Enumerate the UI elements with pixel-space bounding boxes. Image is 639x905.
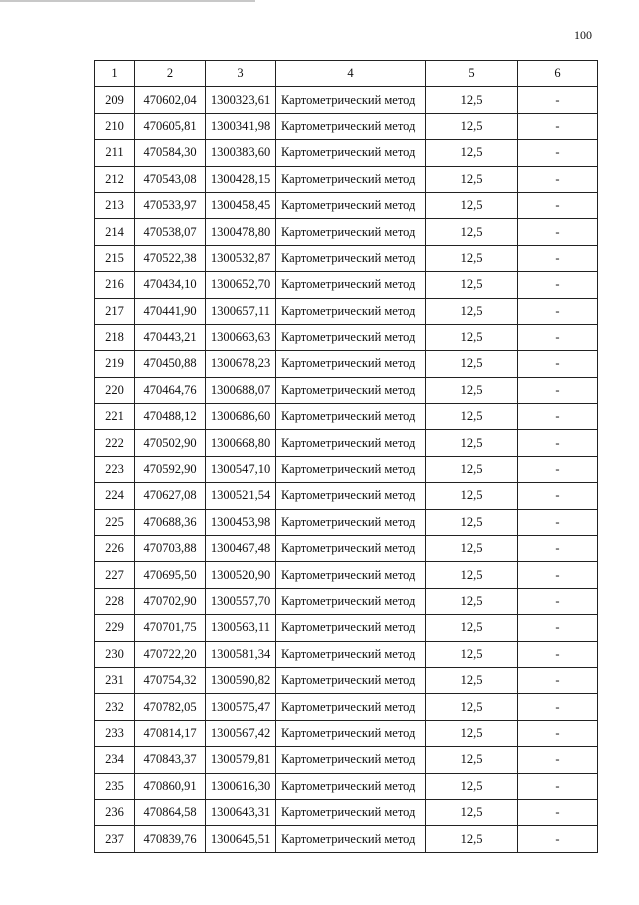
x-coordinate-cell: 470488,12 (135, 404, 206, 430)
note-cell: - (518, 377, 598, 403)
table-row (95, 430, 598, 456)
y-coordinate-cell: 1300616,30 (206, 773, 276, 799)
y-coordinate-cell: 1300520,90 (206, 562, 276, 588)
x-coordinate-cell: 470602,04 (135, 87, 206, 113)
x-coordinate-cell: 470522,38 (135, 245, 206, 271)
table-row (95, 509, 598, 535)
method-cell: Картометрический метод (276, 641, 426, 667)
x-coordinate-cell: 470592,90 (135, 456, 206, 482)
point-number-cell: 216 (95, 272, 135, 298)
x-coordinate-cell: 470584,30 (135, 140, 206, 166)
table-row (95, 826, 598, 852)
point-number-cell: 221 (95, 404, 135, 430)
accuracy-cell: 12,5 (426, 272, 518, 298)
x-coordinate-cell: 470722,20 (135, 641, 206, 667)
accuracy-cell: 12,5 (426, 192, 518, 218)
note-cell: - (518, 456, 598, 482)
point-number-cell: 211 (95, 140, 135, 166)
x-coordinate-cell: 470695,50 (135, 562, 206, 588)
x-coordinate-cell: 470443,21 (135, 324, 206, 350)
header-cell: 3 (206, 61, 276, 87)
accuracy-cell: 12,5 (426, 562, 518, 588)
method-cell: Картометрический метод (276, 245, 426, 271)
table-row (95, 720, 598, 746)
header-cell: 2 (135, 61, 206, 87)
note-cell: - (518, 324, 598, 350)
table-header-row (95, 61, 598, 87)
note-cell: - (518, 667, 598, 693)
table-row (95, 641, 598, 667)
note-cell: - (518, 87, 598, 113)
table-row (95, 113, 598, 139)
y-coordinate-cell: 1300590,82 (206, 667, 276, 693)
method-cell: Картометрический метод (276, 272, 426, 298)
point-number-cell: 209 (95, 87, 135, 113)
point-number-cell: 215 (95, 245, 135, 271)
accuracy-cell: 12,5 (426, 588, 518, 614)
table-row (95, 87, 598, 113)
table-row (95, 773, 598, 799)
note-cell: - (518, 430, 598, 456)
method-cell: Картометрический метод (276, 509, 426, 535)
method-cell: Картометрический метод (276, 826, 426, 852)
x-coordinate-cell: 470754,32 (135, 667, 206, 693)
x-coordinate-cell: 470533,97 (135, 192, 206, 218)
point-number-cell: 222 (95, 430, 135, 456)
note-cell: - (518, 747, 598, 773)
point-number-cell: 217 (95, 298, 135, 324)
method-cell: Картометрический метод (276, 87, 426, 113)
y-coordinate-cell: 1300575,47 (206, 694, 276, 720)
accuracy-cell: 12,5 (426, 826, 518, 852)
table-row (95, 456, 598, 482)
accuracy-cell: 12,5 (426, 430, 518, 456)
header-cell: 1 (95, 61, 135, 87)
point-number-cell: 231 (95, 667, 135, 693)
y-coordinate-cell: 1300428,15 (206, 166, 276, 192)
note-cell: - (518, 720, 598, 746)
y-coordinate-cell: 1300323,61 (206, 87, 276, 113)
note-cell: - (518, 826, 598, 852)
table-row (95, 272, 598, 298)
note-cell: - (518, 140, 598, 166)
x-coordinate-cell: 470688,36 (135, 509, 206, 535)
accuracy-cell: 12,5 (426, 720, 518, 746)
page-number: 100 (574, 28, 592, 42)
x-coordinate-cell: 470538,07 (135, 219, 206, 245)
accuracy-cell: 12,5 (426, 536, 518, 562)
method-cell: Картометрический метод (276, 799, 426, 825)
point-number-cell: 218 (95, 324, 135, 350)
accuracy-cell: 12,5 (426, 667, 518, 693)
table-row (95, 404, 598, 430)
table-row (95, 747, 598, 773)
accuracy-cell: 12,5 (426, 298, 518, 324)
table-row (95, 192, 598, 218)
accuracy-cell: 12,5 (426, 140, 518, 166)
y-coordinate-cell: 1300521,54 (206, 483, 276, 509)
y-coordinate-cell: 1300557,70 (206, 588, 276, 614)
y-coordinate-cell: 1300657,11 (206, 298, 276, 324)
point-number-cell: 220 (95, 377, 135, 403)
x-coordinate-cell: 470450,88 (135, 351, 206, 377)
point-number-cell: 227 (95, 562, 135, 588)
method-cell: Картометрический метод (276, 747, 426, 773)
point-number-cell: 219 (95, 351, 135, 377)
point-number-cell: 213 (95, 192, 135, 218)
method-cell: Картометрический метод (276, 588, 426, 614)
note-cell: - (518, 694, 598, 720)
accuracy-cell: 12,5 (426, 166, 518, 192)
method-cell: Картометрический метод (276, 694, 426, 720)
table-row (95, 351, 598, 377)
method-cell: Картометрический метод (276, 562, 426, 588)
x-coordinate-cell: 470627,08 (135, 483, 206, 509)
table-row (95, 219, 598, 245)
note-cell: - (518, 799, 598, 825)
table-row (95, 536, 598, 562)
x-coordinate-cell: 470860,91 (135, 773, 206, 799)
accuracy-cell: 12,5 (426, 615, 518, 641)
y-coordinate-cell: 1300686,60 (206, 404, 276, 430)
accuracy-cell: 12,5 (426, 509, 518, 535)
note-cell: - (518, 562, 598, 588)
note-cell: - (518, 166, 598, 192)
table-row (95, 140, 598, 166)
accuracy-cell: 12,5 (426, 456, 518, 482)
note-cell: - (518, 351, 598, 377)
method-cell: Картометрический метод (276, 456, 426, 482)
method-cell: Картометрический метод (276, 298, 426, 324)
x-coordinate-cell: 470843,37 (135, 747, 206, 773)
accuracy-cell: 12,5 (426, 694, 518, 720)
note-cell: - (518, 536, 598, 562)
table-row (95, 799, 598, 825)
note-cell: - (518, 113, 598, 139)
x-coordinate-cell: 470701,75 (135, 615, 206, 641)
method-cell: Картометрический метод (276, 166, 426, 192)
method-cell: Картометрический метод (276, 113, 426, 139)
header-cell: 4 (276, 61, 426, 87)
method-cell: Картометрический метод (276, 430, 426, 456)
x-coordinate-cell: 470814,17 (135, 720, 206, 746)
method-cell: Картометрический метод (276, 219, 426, 245)
point-number-cell: 212 (95, 166, 135, 192)
point-number-cell: 210 (95, 113, 135, 139)
x-coordinate-cell: 470434,10 (135, 272, 206, 298)
table-row (95, 298, 598, 324)
accuracy-cell: 12,5 (426, 87, 518, 113)
point-number-cell: 236 (95, 799, 135, 825)
y-coordinate-cell: 1300547,10 (206, 456, 276, 482)
y-coordinate-cell: 1300478,80 (206, 219, 276, 245)
point-number-cell: 225 (95, 509, 135, 535)
coordinates-table (94, 60, 598, 853)
y-coordinate-cell: 1300532,87 (206, 245, 276, 271)
table-row (95, 377, 598, 403)
y-coordinate-cell: 1300663,63 (206, 324, 276, 350)
header-cell: 6 (518, 61, 598, 87)
y-coordinate-cell: 1300458,45 (206, 192, 276, 218)
y-coordinate-cell: 1300645,51 (206, 826, 276, 852)
accuracy-cell: 12,5 (426, 773, 518, 799)
table-row (95, 588, 598, 614)
y-coordinate-cell: 1300688,07 (206, 377, 276, 403)
note-cell: - (518, 483, 598, 509)
x-coordinate-cell: 470703,88 (135, 536, 206, 562)
method-cell: Картометрический метод (276, 536, 426, 562)
x-coordinate-cell: 470464,76 (135, 377, 206, 403)
table-row (95, 615, 598, 641)
note-cell: - (518, 272, 598, 298)
accuracy-cell: 12,5 (426, 377, 518, 403)
accuracy-cell: 12,5 (426, 113, 518, 139)
accuracy-cell: 12,5 (426, 483, 518, 509)
method-cell: Картометрический метод (276, 377, 426, 403)
method-cell: Картометрический метод (276, 615, 426, 641)
header-cell: 5 (426, 61, 518, 87)
table-row (95, 562, 598, 588)
note-cell: - (518, 773, 598, 799)
y-coordinate-cell: 1300579,81 (206, 747, 276, 773)
point-number-cell: 237 (95, 826, 135, 852)
point-number-cell: 234 (95, 747, 135, 773)
y-coordinate-cell: 1300668,80 (206, 430, 276, 456)
note-cell: - (518, 192, 598, 218)
y-coordinate-cell: 1300652,70 (206, 272, 276, 298)
note-cell: - (518, 588, 598, 614)
accuracy-cell: 12,5 (426, 799, 518, 825)
note-cell: - (518, 219, 598, 245)
point-number-cell: 223 (95, 456, 135, 482)
y-coordinate-cell: 1300453,98 (206, 509, 276, 535)
y-coordinate-cell: 1300467,48 (206, 536, 276, 562)
note-cell: - (518, 298, 598, 324)
x-coordinate-cell: 470441,90 (135, 298, 206, 324)
accuracy-cell: 12,5 (426, 245, 518, 271)
note-cell: - (518, 509, 598, 535)
table-row (95, 245, 598, 271)
point-number-cell: 232 (95, 694, 135, 720)
note-cell: - (518, 245, 598, 271)
x-coordinate-cell: 470839,76 (135, 826, 206, 852)
x-coordinate-cell: 470605,81 (135, 113, 206, 139)
table-body (95, 87, 598, 852)
x-coordinate-cell: 470782,05 (135, 694, 206, 720)
method-cell: Картометрический метод (276, 667, 426, 693)
accuracy-cell: 12,5 (426, 351, 518, 377)
table-row (95, 166, 598, 192)
table-row (95, 694, 598, 720)
method-cell: Картометрический метод (276, 140, 426, 166)
x-coordinate-cell: 470543,08 (135, 166, 206, 192)
accuracy-cell: 12,5 (426, 404, 518, 430)
y-coordinate-cell: 1300567,42 (206, 720, 276, 746)
table-row (95, 667, 598, 693)
method-cell: Картометрический метод (276, 192, 426, 218)
x-coordinate-cell: 470502,90 (135, 430, 206, 456)
accuracy-cell: 12,5 (426, 219, 518, 245)
y-coordinate-cell: 1300643,31 (206, 799, 276, 825)
y-coordinate-cell: 1300581,34 (206, 641, 276, 667)
y-coordinate-cell: 1300341,98 (206, 113, 276, 139)
accuracy-cell: 12,5 (426, 747, 518, 773)
note-cell: - (518, 641, 598, 667)
accuracy-cell: 12,5 (426, 324, 518, 350)
point-number-cell: 228 (95, 588, 135, 614)
y-coordinate-cell: 1300383,60 (206, 140, 276, 166)
x-coordinate-cell: 470864,58 (135, 799, 206, 825)
point-number-cell: 224 (95, 483, 135, 509)
method-cell: Картометрический метод (276, 720, 426, 746)
table-row (95, 324, 598, 350)
note-cell: - (518, 615, 598, 641)
note-cell: - (518, 404, 598, 430)
point-number-cell: 230 (95, 641, 135, 667)
x-coordinate-cell: 470702,90 (135, 588, 206, 614)
point-number-cell: 235 (95, 773, 135, 799)
point-number-cell: 214 (95, 219, 135, 245)
method-cell: Картометрический метод (276, 773, 426, 799)
method-cell: Картометрический метод (276, 404, 426, 430)
point-number-cell: 226 (95, 536, 135, 562)
method-cell: Картометрический метод (276, 324, 426, 350)
point-number-cell: 233 (95, 720, 135, 746)
accuracy-cell: 12,5 (426, 641, 518, 667)
y-coordinate-cell: 1300678,23 (206, 351, 276, 377)
y-coordinate-cell: 1300563,11 (206, 615, 276, 641)
method-cell: Картометрический метод (276, 483, 426, 509)
top-divider (0, 0, 255, 2)
table-row (95, 483, 598, 509)
point-number-cell: 229 (95, 615, 135, 641)
method-cell: Картометрический метод (276, 351, 426, 377)
